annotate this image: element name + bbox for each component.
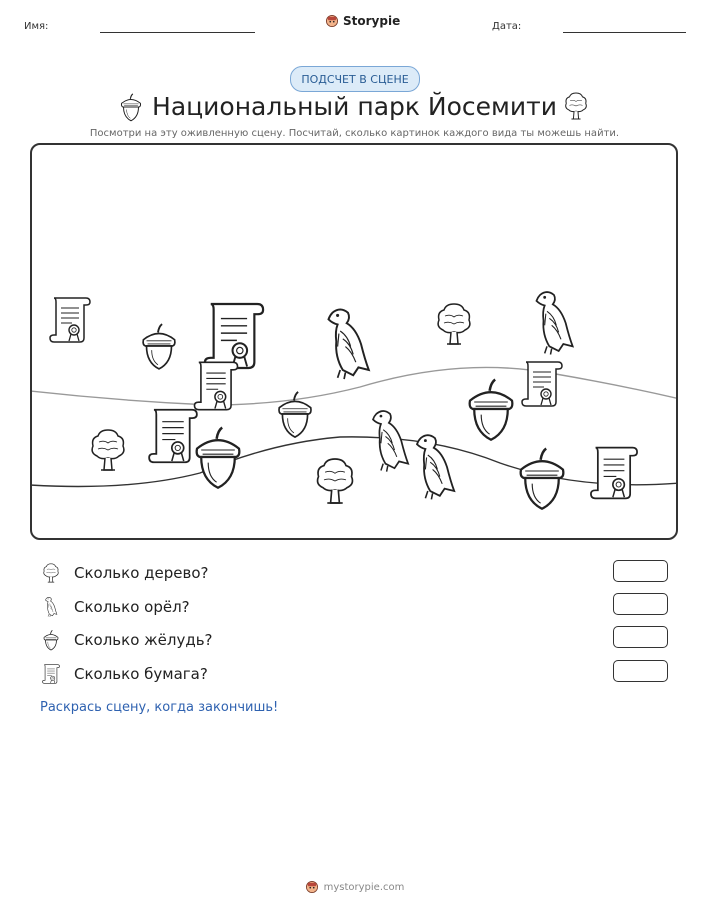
mascot-icon [305,880,319,894]
answer-box-eagles[interactable] [613,593,668,615]
scroll-item [591,448,637,499]
acorn-item [279,392,311,437]
acorn-icon [118,92,144,122]
question-text: Сколько жёлудь? [74,631,213,649]
tree-item [92,430,124,470]
category-badge: ПОДСЧЕТ В СЦЕНЕ [290,66,420,92]
name-line[interactable] [100,32,255,33]
scroll-item [522,362,562,406]
scroll-icon [40,663,62,685]
question-scrolls [40,663,208,685]
acorn-item [143,324,175,369]
brand-logo [325,14,400,28]
question-eagles [40,596,190,618]
answer-box-scrolls[interactable] [613,660,668,682]
name-label: Имя: [24,21,49,32]
scroll-item [149,410,197,462]
question-text: Сколько дерево? [74,564,209,582]
scene-illustration [30,143,678,540]
question-text: Сколько бумага? [74,665,208,683]
mascot-icon [325,14,339,28]
footer-url[interactable]: mystorypie.com [323,881,405,893]
answer-box-acorns[interactable] [613,626,668,648]
acorn-item [470,380,513,440]
date-line[interactable] [563,32,686,33]
acorn-item [521,449,564,509]
scroll-item [50,298,90,342]
tree-item [318,459,353,503]
acorn-icon [40,629,62,651]
eagle-item [329,310,369,380]
question-acorns [40,629,213,651]
question-text: Сколько орёл? [74,598,190,616]
acorn-item [197,428,240,488]
brand-name: Storypie [343,14,401,28]
page-title: Национальный парк Йосемити [152,92,557,121]
eagle-item [373,411,408,472]
eagle-item [537,292,573,354]
instructions: Посмотри на эту оживленную сцену. Посчитай, сколько картинок каждого вида ты можешь найти. [89,128,620,139]
coloring-note: Раскрась сцену, когда закончишь! [40,700,279,715]
scroll-item [194,362,237,409]
eagle-item [417,435,454,499]
footer [0,880,709,894]
question-trees [40,562,208,584]
tree-icon [40,562,62,584]
date-label: Дата: [492,21,522,32]
front-hill-line [30,437,678,487]
answer-box-trees[interactable] [613,560,668,582]
eagle-icon [40,596,62,618]
tree-icon [563,90,589,122]
scroll-item [205,304,263,368]
tree-item [438,304,470,344]
scene-panel [30,143,678,540]
